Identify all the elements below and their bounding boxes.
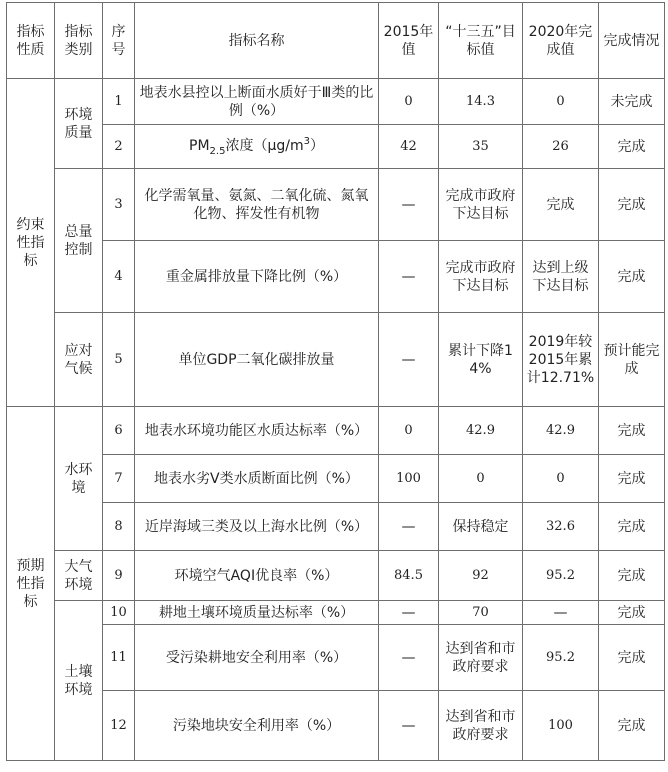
row-2015: — xyxy=(379,169,439,241)
table-row xyxy=(7,407,665,455)
table-row xyxy=(7,79,665,125)
row-2020: 达到上级下达目标 xyxy=(523,241,599,313)
category-env-quality: 环境质量 xyxy=(55,79,103,169)
row-target: 92 xyxy=(439,551,523,601)
row-status: 完成 xyxy=(599,169,665,241)
row-target: 完成市政府下达目标 xyxy=(439,241,523,313)
row-seq: 4 xyxy=(103,241,135,313)
row-2020: 32.6 xyxy=(523,503,599,551)
row-seq: 11 xyxy=(103,625,135,691)
row-2015: — xyxy=(379,625,439,691)
category-water: 水环境 xyxy=(55,407,103,551)
table-row xyxy=(7,455,665,503)
indicator-table xyxy=(6,2,665,761)
header-2020: 2020年完成值 xyxy=(523,3,599,79)
row-2015: 42 xyxy=(379,125,439,169)
row-target: 累计下降14% xyxy=(439,313,523,407)
row-2015: 84.5 xyxy=(379,551,439,601)
row-status: 未完成 xyxy=(599,79,665,125)
row-target: 保持稳定 xyxy=(439,503,523,551)
row-2015: — xyxy=(379,601,439,625)
row-status: 完成 xyxy=(599,455,665,503)
row-seq: 8 xyxy=(103,503,135,551)
row-2015: — xyxy=(379,503,439,551)
row-name xyxy=(135,125,379,169)
header-category: 指标类别 xyxy=(55,3,103,79)
pm-suffix: ） xyxy=(309,137,324,154)
header-name: 指标名称 xyxy=(135,3,379,79)
table-row xyxy=(7,551,665,601)
table-row xyxy=(7,313,665,407)
row-status: 完成 xyxy=(599,601,665,625)
row-2020: — xyxy=(523,601,599,625)
pm-prefix: PM xyxy=(189,137,210,154)
row-status: 完成 xyxy=(599,241,665,313)
category-air: 大气环境 xyxy=(55,551,103,601)
header-nature: 指标性质 xyxy=(7,3,55,79)
row-2020: 26 xyxy=(523,125,599,169)
table-row xyxy=(7,691,665,761)
row-2020: 0 xyxy=(523,79,599,125)
row-target: 达到省和市政府要求 xyxy=(439,691,523,761)
row-2015: — xyxy=(379,241,439,313)
row-seq: 10 xyxy=(103,601,135,625)
header-seq: 序号 xyxy=(103,3,135,79)
table-row xyxy=(7,625,665,691)
category-total-control: 总量控制 xyxy=(55,169,103,313)
header-2015: 2015年值 xyxy=(379,3,439,79)
row-2020: 95.2 xyxy=(523,625,599,691)
group-expected: 预期性指标 xyxy=(7,407,55,761)
row-2020: 42.9 xyxy=(523,407,599,455)
row-name: 重金属排放量下降比例（%） xyxy=(135,241,379,313)
row-name: 耕地土壤环境质量达标率（%） xyxy=(135,601,379,625)
header-status: 完成情况 xyxy=(599,3,665,79)
row-seq: 3 xyxy=(103,169,135,241)
row-target: 42.9 xyxy=(439,407,523,455)
table-row xyxy=(7,125,665,169)
row-target: 35 xyxy=(439,125,523,169)
row-2015: 0 xyxy=(379,407,439,455)
row-seq: 5 xyxy=(103,313,135,407)
table-row xyxy=(7,241,665,313)
row-status: 完成 xyxy=(599,125,665,169)
table-row xyxy=(7,169,665,241)
pm-mid: 浓度（μg/m xyxy=(225,137,304,154)
pm-superscript: 3 xyxy=(303,135,310,147)
row-status: 完成 xyxy=(599,407,665,455)
row-seq: 6 xyxy=(103,407,135,455)
category-soil: 土壤环境 xyxy=(55,601,103,761)
table-row xyxy=(7,503,665,551)
header-row xyxy=(7,3,665,79)
row-name: 地表水县控以上断面水质好于Ⅲ类的比例（%） xyxy=(135,79,379,125)
row-2020: 完成 xyxy=(523,169,599,241)
row-2015: 0 xyxy=(379,79,439,125)
row-target: 完成市政府下达目标 xyxy=(439,169,523,241)
row-2020: 0 xyxy=(523,455,599,503)
row-status: 预计能完成 xyxy=(599,313,665,407)
pm-subscript: 2.5 xyxy=(209,145,226,157)
row-name: 单位GDP二氧化碳排放量 xyxy=(135,313,379,407)
row-status: 完成 xyxy=(599,503,665,551)
row-target: 达到省和市政府要求 xyxy=(439,625,523,691)
row-2015: — xyxy=(379,313,439,407)
group-binding: 约束性指标 xyxy=(7,79,55,407)
row-seq: 9 xyxy=(103,551,135,601)
row-2020: 95.2 xyxy=(523,551,599,601)
row-2015: — xyxy=(379,691,439,761)
row-target: 70 xyxy=(439,601,523,625)
row-status: 完成 xyxy=(599,625,665,691)
row-target: 14.3 xyxy=(439,79,523,125)
category-climate: 应对气候 xyxy=(55,313,103,407)
row-2020: 2019年较2015年累计12.71% xyxy=(523,313,599,407)
row-name: 化学需氧量、氨氮、二氧化硫、氮氧化物、挥发性有机物 xyxy=(135,169,379,241)
header-target: “十三五”目标值 xyxy=(439,3,523,79)
row-name: 地表水劣V类水质断面比例（%） xyxy=(135,455,379,503)
row-name: 受污染耕地安全利用率（%） xyxy=(135,625,379,691)
row-2015: 100 xyxy=(379,455,439,503)
row-name: 地表水环境功能区水质达标率（%） xyxy=(135,407,379,455)
row-target: 0 xyxy=(439,455,523,503)
row-name: 近岸海域三类及以上海水比例（%） xyxy=(135,503,379,551)
row-status: 完成 xyxy=(599,691,665,761)
row-status: 完成 xyxy=(599,551,665,601)
row-name: 环境空气AQI优良率（%） xyxy=(135,551,379,601)
row-seq: 1 xyxy=(103,79,135,125)
row-seq: 7 xyxy=(103,455,135,503)
table-row xyxy=(7,601,665,625)
row-seq: 12 xyxy=(103,691,135,761)
row-name: 污染地块安全利用率（%） xyxy=(135,691,379,761)
row-seq: 2 xyxy=(103,125,135,169)
row-2020: 100 xyxy=(523,691,599,761)
